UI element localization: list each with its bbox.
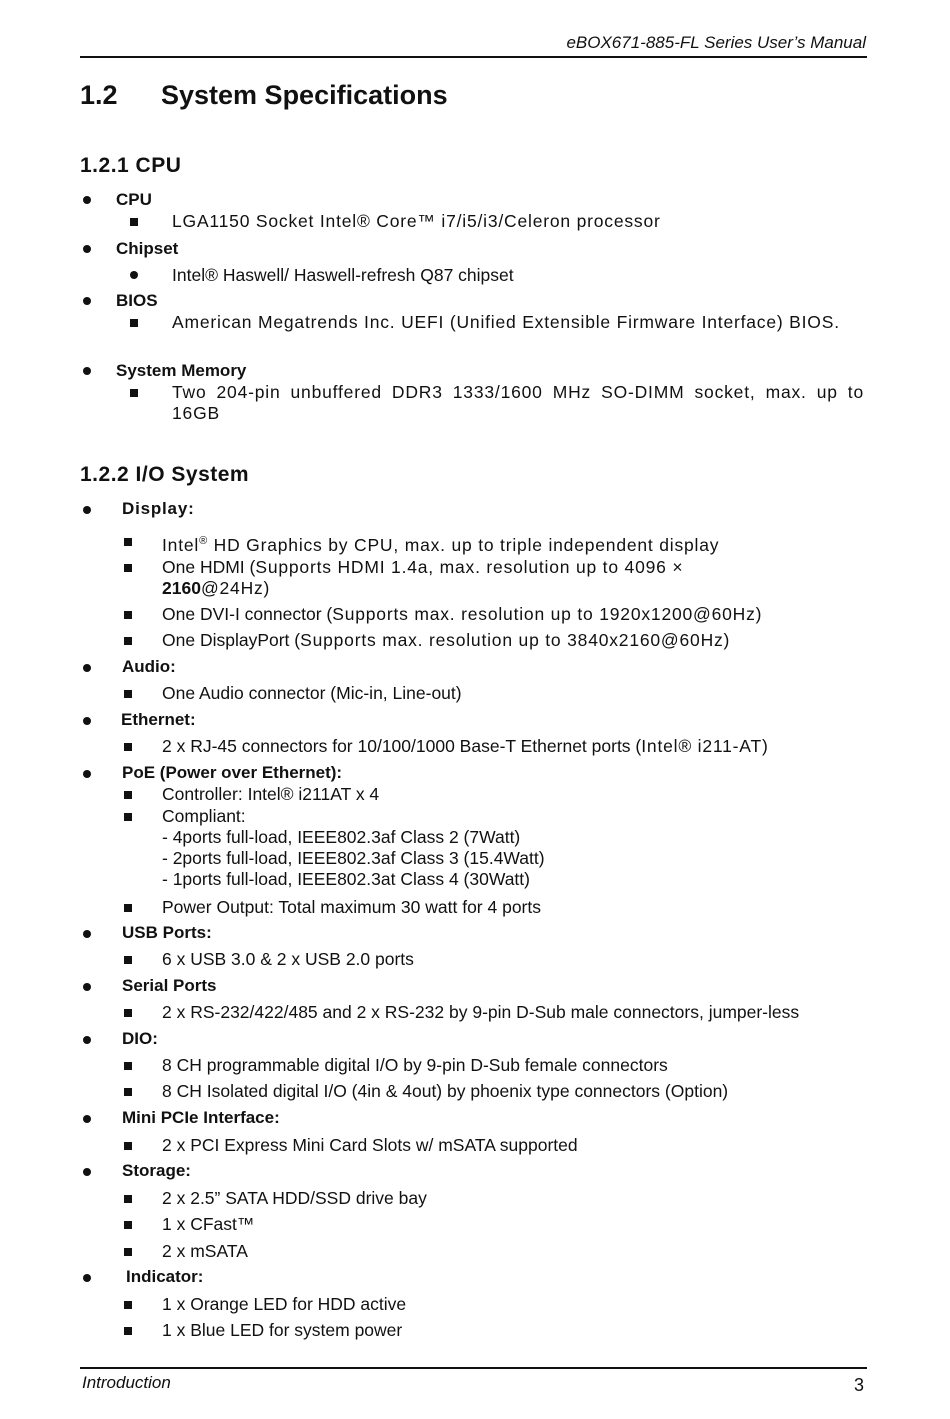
- section-number: 1.2: [80, 80, 118, 110]
- cpu-item: LGA1150 Socket Intel® Core™ i7/i5/i3/Celeron processor: [172, 211, 661, 231]
- serial-item: 2 x RS-232/422/485 and 2 x RS-232 by 9-pin D-Sub male connectors, jumper-less: [162, 1002, 800, 1022]
- section-title: System Specifications: [161, 80, 448, 110]
- display-item-hdmi-c: 2160: [162, 578, 201, 598]
- bullet-square-icon: [124, 1248, 132, 1256]
- bullet-dot-icon: [83, 770, 91, 778]
- header-rule: [80, 56, 867, 58]
- bullet-square-icon: [124, 956, 132, 964]
- manual-title: eBOX671-885-FL Series User’s Manual: [566, 33, 866, 52]
- bullet-square-icon: [124, 637, 132, 645]
- display-item-graphics-b: HD Graphics by CPU, max. up to triple independent display: [207, 534, 720, 555]
- chipset-item: Intel® Haswell/ Haswell-refresh Q87 chipset: [172, 265, 514, 285]
- bullet-square-icon: [130, 218, 138, 226]
- poe-compliant-line: - 1ports full-load, IEEE802.3at Class 4 (30Watt): [162, 869, 530, 889]
- display-label: Display:: [122, 499, 195, 518]
- audio-item: One Audio connector (Mic-in, Line-out): [162, 683, 462, 703]
- mini-pcie-label: Mini PCIe Interface:: [122, 1108, 280, 1127]
- serial-label: Serial Ports: [122, 976, 217, 995]
- ethernet-item: [162, 736, 769, 757]
- bullet-square-icon: [124, 1062, 132, 1070]
- bullet-square-icon: [124, 1142, 132, 1150]
- bullet-square-icon: [124, 1221, 132, 1229]
- bios-item: American Megatrends Inc. UEFI (Unified Extensible Firmware Interface) BIOS.: [172, 312, 840, 332]
- bullet-dot-icon: [83, 983, 91, 991]
- poe-compliant-line: - 2ports full-load, IEEE802.3af Class 3 (15.4Watt): [162, 848, 545, 868]
- display-item-graphics-a: Intel: [162, 534, 200, 555]
- bullet-square-icon: [124, 611, 132, 619]
- bullet-square-icon: [124, 1195, 132, 1203]
- storage-item-cfast: 1 x CFast™: [162, 1214, 255, 1234]
- mini-pcie-item: 2 x PCI Express Mini Card Slots w/ mSATA supported: [162, 1135, 578, 1155]
- poe-compliant: [162, 806, 545, 890]
- page-number: 3: [853, 1375, 864, 1395]
- display-item-hdmi-a: One HDMI (: [162, 557, 256, 577]
- bullet-dot-icon: [83, 664, 91, 672]
- bullet-square-icon: [124, 690, 132, 698]
- bullet-dot-icon: [83, 930, 91, 938]
- display-item-graphics-sup: ®: [199, 535, 208, 547]
- bullet-square-icon: [130, 389, 138, 397]
- display-item-dp: [162, 630, 730, 651]
- storage-item-msata: 2 x mSATA: [162, 1241, 248, 1261]
- poe-power-output: Power Output: Total maximum 30 watt for 4 ports: [162, 897, 542, 917]
- bullet-dot-icon: [83, 245, 91, 253]
- poe-compliant-title: Compliant:: [162, 806, 246, 826]
- ethernet-item-b: Intel® i211-AT): [641, 736, 769, 756]
- bios-label: BIOS: [116, 291, 158, 310]
- bullet-dot-icon: [83, 506, 91, 514]
- display-item-hdmi: [162, 557, 782, 599]
- ethernet-label: Ethernet:: [121, 710, 196, 729]
- audio-label: Audio:: [122, 657, 176, 676]
- poe-compliant-line: - 4ports full-load, IEEE802.3af Class 2 (7Watt): [162, 827, 521, 847]
- usb-label: USB Ports:: [122, 923, 212, 942]
- bullet-square-icon: [124, 1301, 132, 1309]
- ethernet-item-a: 2 x RJ-45 connectors for 10/100/1000 Base-T Ethernet ports (: [162, 736, 642, 756]
- footer-rule: [80, 1367, 867, 1369]
- bullet-square-icon: [124, 904, 132, 912]
- dio-item-isolated: 8 CH Isolated digital I/O (4in & 4out) by phoenix type connectors (Option): [162, 1081, 729, 1101]
- display-item-hdmi-d: @24Hz): [200, 578, 271, 598]
- system-memory-label: System Memory: [116, 361, 247, 380]
- bullet-square-icon: [124, 791, 132, 799]
- poe-controller: Controller: Intel® i211AT x 4: [162, 784, 380, 804]
- indicator-item-hdd: 1 x Orange LED for HDD active: [162, 1294, 407, 1314]
- cpu-label: CPU: [116, 190, 152, 209]
- indicator-item-power: 1 x Blue LED for system power: [162, 1320, 403, 1340]
- bullet-dot-icon: [83, 297, 91, 305]
- display-item-dvi-a: One DVI-I connector (: [162, 604, 333, 624]
- display-item-graphics: [162, 531, 719, 556]
- display-item-dvi: [162, 604, 762, 625]
- poe-label: PoE (Power over Ethernet):: [122, 763, 343, 782]
- bullet-dot-icon: [83, 1036, 91, 1044]
- bullet-dot-icon: [83, 1168, 91, 1176]
- bullet-square-icon: [124, 813, 132, 821]
- bullet-dot-icon: [83, 1115, 91, 1123]
- bullet-square-icon: [130, 319, 138, 327]
- system-memory-item: Two 204-pin unbuffered DDR3 1333/1600 MHz SO-DIMM socket, max. up to 16GB: [172, 382, 864, 423]
- bullet-square-icon: [124, 564, 132, 572]
- dio-item-programmable: 8 CH programmable digital I/O by 9-pin D-Sub female connectors: [162, 1055, 668, 1075]
- bullet-square-icon: [124, 1009, 132, 1017]
- bullet-square-icon: [124, 538, 132, 546]
- display-item-dp-a: One DisplayPort (: [162, 630, 301, 650]
- bullet-square-icon: [124, 1327, 132, 1335]
- bullet-dot-icon: [83, 717, 91, 725]
- io-subheading: 1.2.2 I/O System: [80, 463, 250, 486]
- bullet-dot-icon: [83, 1274, 91, 1282]
- dio-label: DIO:: [122, 1029, 158, 1048]
- bullet-square-icon: [124, 1088, 132, 1096]
- storage-label: Storage:: [122, 1161, 191, 1180]
- bullet-dot-icon: [83, 367, 91, 375]
- footer-chapter: Introduction: [82, 1373, 171, 1392]
- bullet-square-icon: [124, 743, 132, 751]
- indicator-label: Indicator:: [126, 1267, 204, 1286]
- usb-item: 6 x USB 3.0 & 2 x USB 2.0 ports: [162, 949, 414, 969]
- display-item-hdmi-b: Supports HDMI 1.4a, max. resolution up to 4096 ×: [255, 557, 684, 577]
- storage-item-sata: 2 x 2.5” SATA HDD/SSD drive bay: [162, 1188, 427, 1208]
- cpu-subheading: 1.2.1 CPU: [80, 154, 182, 177]
- display-item-dp-b: Supports max. resolution up to 3840x2160@60Hz): [300, 630, 731, 650]
- section-heading: [80, 80, 448, 111]
- display-item-dvi-b: Supports max. resolution up to 1920x1200@60Hz): [332, 604, 763, 624]
- bullet-dot-icon: [130, 271, 138, 279]
- chipset-label: Chipset: [116, 239, 179, 258]
- bullet-dot-icon: [83, 196, 91, 204]
